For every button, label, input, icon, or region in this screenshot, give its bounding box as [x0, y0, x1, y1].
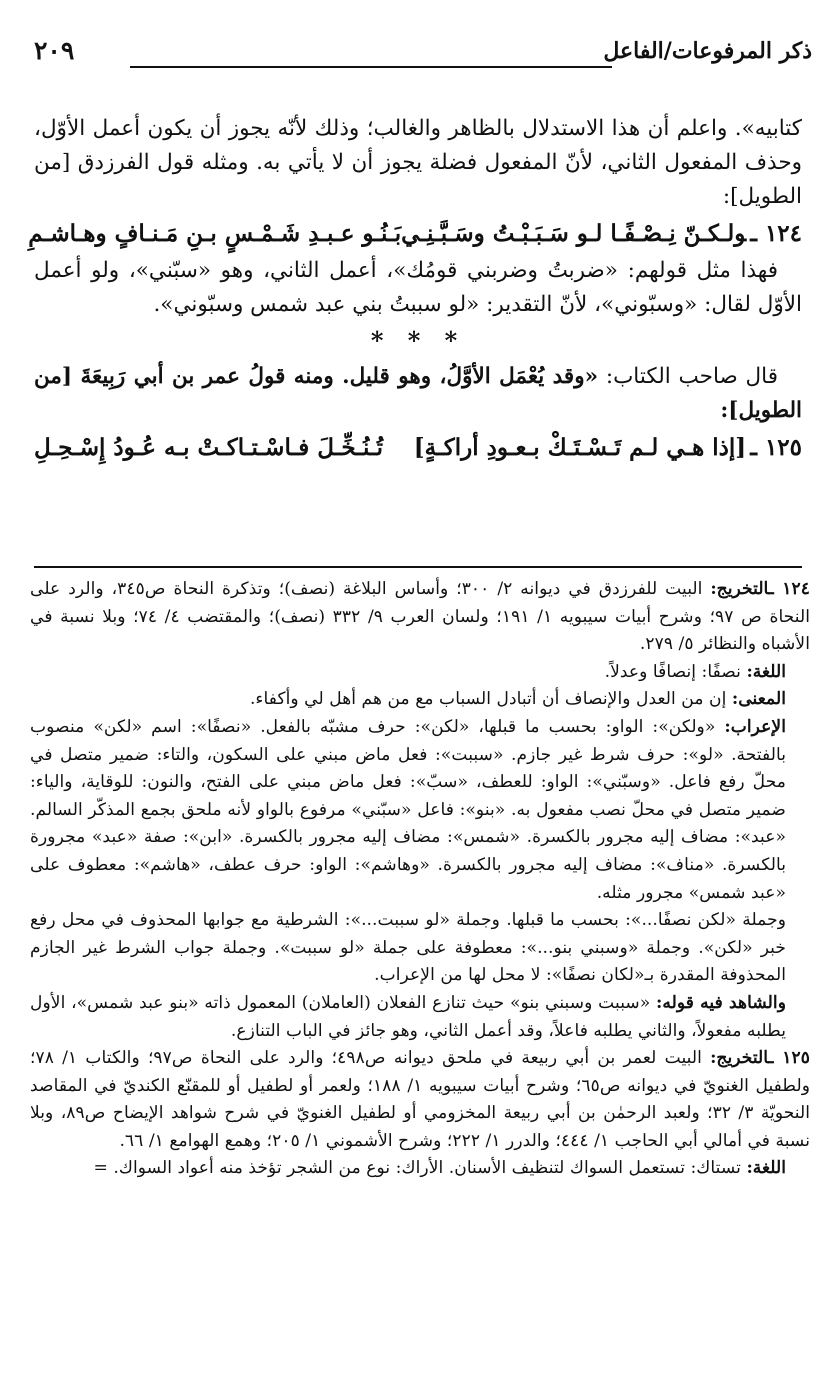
page-header — [30, 38, 812, 78]
footnote-124-maana — [30, 686, 810, 714]
footnote-124-irab-text: «ولكن»: الواو: بحسب ما قبلها، «لكن»: حرف مشبّه بالفعل. «نصفًا»: اسم «لكن» منصوب بالفتحة. «لو»: حرف شرط غير جازم. «سببت»: فعل ماض مبني على السكون، والتاء: ضمير متصل في محلّ رفع فاعل. «وسبّني»: الواو: للعطف، «سبّ»: فعل ماض مبني على الفتح، والنون: للوقاية، والياء: ضمير متصل في محلّ نصب مفعول به. «بنو»: فاعل «سبّني» مرفوع بالواو لأنه ملحق بجمع المذكّر السالم. «عبد»: مضاف إليه مجرور بالكسرة. «شمس»: مضاف إليه مجرور بالكسرة. «ابن»: صفة «عبد» مجرورة بالكسرة. «مناف»: مضاف إليه مجرور بالكسرة. «وهاشم»: الواو: حرف عطف، «هاشم»: معطوف على «عبد شمس» مجرور مثله. — [30, 716, 786, 903]
footnote-125-takhrij-text: البيت لعمر بن أبي ربيعة في ملحق ديوانه ص٤٩٨؛ والرد على النحاة ص٩٧؛ والكتاب ١/ ٧٨؛ ولطفيل الغنويّ في ديوانه ص٦٥؛ وشرح أبيات سيبويه ١/ ١٨٨؛ ولعمر أو لطفيل أو للمقنّع الكنديّ في المقاصد النحويّة ٣/ ٣٢؛ ولعبد الرحمٰن بن أبي ربيعة المخزومي أو لطفيل الغنويّ في شرح شواهد الإيضاح ص٨٩، وبلا نسبة في أمالي أبي الحاجب ١/ ٤٤٤؛ والدرر ١/ ٢٢٢؛ وشرح الأشموني ١/ ٢٠٥؛ وهمع الهوامع ١/ ٦٦. — [30, 1048, 811, 1151]
footnote-125-number: ١٢٥ ـ — [768, 1048, 810, 1069]
footnote-124-shahid — [30, 990, 810, 1045]
footnote-125-takhrij — [30, 1045, 810, 1155]
footnote-125-takhrij-label: التخريج: — [710, 1048, 769, 1069]
verse-125-first-hemistich — [414, 428, 802, 468]
verse-124-number: ١٢٤ ـ — [750, 220, 802, 247]
footnote-125-lugha-text: تستاك: تستعمل السواك لتنظيف الأسنان. الأراك: نوع من الشجر تؤخذ منه أعواد السواك. = — [93, 1158, 741, 1179]
footnote-124-jumal: وجملة «لكن نصفًا...»: بحسب ما قبلها. وجملة «لو سببت...»: الشرطية مع جوابها المحذوف في محل رفع خبر «لكن». وجملة «وسبني بنو...»: معطوفة على جملة «لو سببت». وجملة جواب الشرط غير الجازم المحذوفة المقدرة بـ«لكان نصفًا»: لا محل لها من الإعراب. — [30, 910, 786, 986]
verse-124-first-hemistich — [401, 214, 802, 254]
footnote-124-lugha-label: اللغة: — [746, 661, 786, 682]
verse-125-second-hemistich: تُـنُـخِّـلَ فـاسْـتـاكـتْ بـه عُـودُ إِسْـحِـلِ — [34, 434, 384, 461]
section-divider-stars: * * * — [370, 326, 466, 355]
verse-125-number: ١٢٥ ـ — [750, 434, 802, 461]
paragraph-3 — [34, 360, 802, 428]
footnote-separator — [34, 566, 802, 568]
main-text — [28, 112, 802, 468]
paragraph-1: كتابيه». واعلم أن هذا الاستدلال بالظاهر والغالب؛ وذلك لأنّه يجوز أن يكون أعمل الأوّل، وحذف المفعول الثاني، لأنّ المفعول فضلة يجوز أن لا يأتي به. ومثله قول الفرزدق [من الطويل]: — [34, 116, 802, 209]
footnote-124-irab-label: الإعراب: — [724, 716, 786, 737]
verse-125-first-hemistich-text: [إذا هـي لـم تَـسْـتَـكْ بـعـودِ أراكـةٍ] — [413, 434, 747, 461]
footnote-124-takhrij — [30, 576, 810, 659]
footnote-124-lugha-text: نصفًا: إنصافًا وعدلاً. — [604, 661, 741, 682]
footnote-124-irab — [30, 714, 810, 907]
footnote-124-number: ١٢٤ ـ — [768, 579, 810, 599]
footnote-125-lugha-label: اللغة: — [746, 1158, 786, 1179]
header-rule — [130, 66, 612, 68]
footnote-124-shahid-text: «سببت وسبني بنو» حيث تنازع الفعلان (العاملان) المعمول ذاته «بنو عبد شمس»، الأول يطلبه مفعولاً، والثاني يطلبه فاعلاً، وقد أعمل الثاني، وهو جائز في الباب التنازع. — [30, 992, 786, 1041]
paragraph-3-quote: «وقد يُعْمَل الأوَّلُ، وهو قليل. ومنه قولُ عمر بن أبي رَبِيعَةَ [من الطويل]: — [34, 364, 802, 423]
footnote-124-maana-text: إن من العدل والإنصاف أن أتبادل السباب مع من هم أهل لي وأكفاء. — [249, 689, 727, 710]
verse-124-second-hemistich: بَـنُـو عـبـدِ شَـمْـسٍ بـنِ مَـنـافٍ وهـاشـمِ — [28, 220, 402, 247]
page-number: ٢٠٩ — [34, 36, 75, 65]
verse-124 — [28, 214, 802, 254]
footnote-124-shahid-label: والشاهد فيه قوله: — [656, 992, 786, 1013]
footnotes — [30, 576, 810, 1183]
verse-124-first-hemistich-text: ولـكـنّ نِـصْـفًـا لـو سَـبَـبْـتُ وسَـبَّـنِـي — [401, 220, 747, 247]
footnote-124-takhrij-label: التخريج: — [710, 579, 769, 599]
footnote-124-lugha — [30, 659, 810, 687]
footnote-125-lugha — [30, 1155, 810, 1183]
paragraph-2: فهذا مثل قولهم: «ضربتُ وضربني قومُك»، أعمل الثاني، وهو «سبّني»، ولو أعمل الأوّل لقال: «وسبّوني»، لأنّ التقدير: «لو سببتُ بني عبد شمس وسبّوني». — [34, 258, 802, 317]
verse-125 — [34, 428, 802, 468]
footnote-124-maana-label: المعنى: — [731, 689, 786, 710]
running-title: ذكر المرفوعات/الفاعل — [603, 38, 812, 64]
footnote-124-takhrij-text: البيت للفرزدق في ديوانه ٢/ ٣٠٠؛ وأساس البلاغة (نصف)؛ وتذكرة النحاة ص٣٤٥، والرد على النحاة ص ٩٧؛ وشرح أبيات سيبويه ١/ ١٩١؛ ولسان العرب ٩/ ٣٣٢ (نصف)؛ والمقتضب ٤/ ٧٤؛ وبلا نسبة في الأشباه والنظائر ٥/ ٢٧٩. — [30, 579, 810, 655]
paragraph-3-lead: قال صاحب الكتاب: — [605, 364, 778, 389]
